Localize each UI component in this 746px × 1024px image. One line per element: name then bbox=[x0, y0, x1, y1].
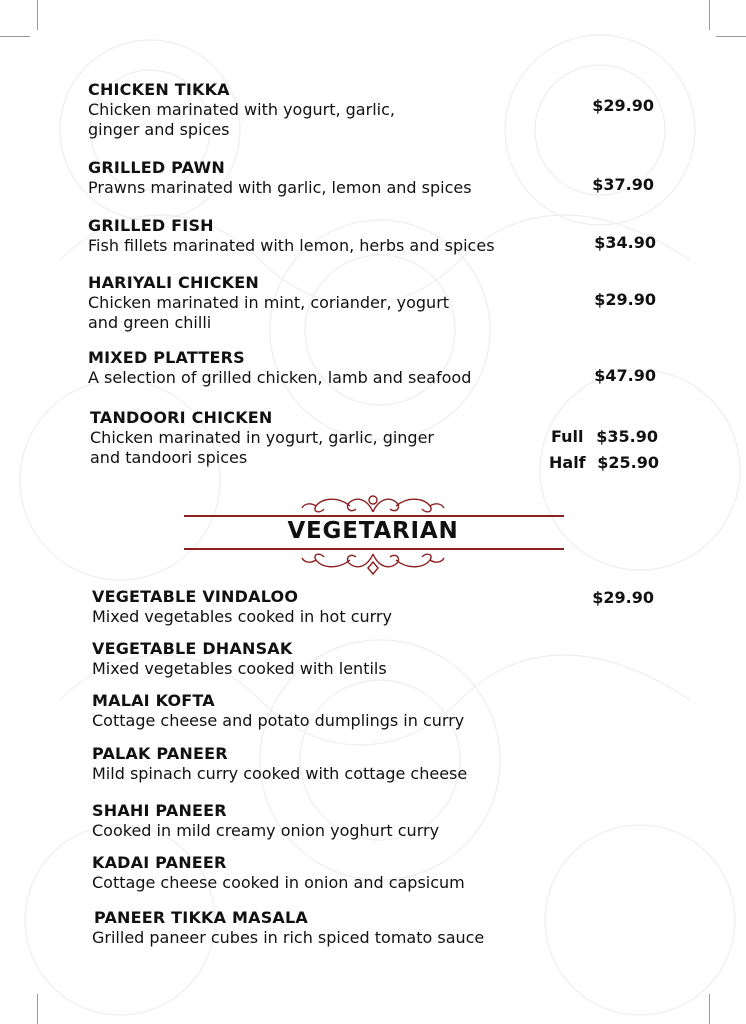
item-name: TANDOORI CHICKEN bbox=[90, 408, 273, 427]
item-price: $47.90 bbox=[594, 366, 656, 385]
item-description: Chicken marinated in mint, coriander, yogurt and green chilli bbox=[88, 293, 450, 332]
item-name: HARIYALI CHICKEN bbox=[88, 273, 259, 292]
item-name: CHICKEN TIKKA bbox=[88, 80, 230, 99]
size-label-full: Full bbox=[551, 427, 584, 446]
item-description: Grilled paneer cubes in rich spiced tomato sauce bbox=[92, 928, 485, 947]
item-description: Mild spinach curry cooked with cottage cheese bbox=[92, 764, 468, 783]
item-description: Cottage cheese and potato dumplings in curry bbox=[92, 711, 465, 730]
item-description: Cooked in mild creamy onion yoghurt curry bbox=[92, 821, 440, 840]
item-name: PALAK PANEER bbox=[92, 744, 228, 763]
item-name: VEGETABLE VINDALOO bbox=[92, 587, 299, 606]
crop-mark-top-left-h bbox=[0, 36, 30, 37]
item-description: Chicken marinated in yogurt, garlic, ginger and tandoori spices bbox=[90, 428, 435, 467]
item-description: Mixed vegetables cooked with lentils bbox=[92, 659, 387, 678]
crop-mark-top-left-v bbox=[37, 0, 38, 30]
item-price: $29.90 bbox=[592, 96, 654, 115]
item-name: GRILLED FISH bbox=[88, 216, 214, 235]
vegetarian-price: $29.90 bbox=[592, 588, 654, 607]
ornament-bottom bbox=[298, 550, 448, 576]
item-description: Chicken marinated with yogurt, garlic, ginger and spices bbox=[88, 100, 395, 139]
size-label-half: Half bbox=[549, 453, 586, 472]
item-name: VEGETABLE DHANSAK bbox=[92, 639, 293, 658]
item-price: $29.90 bbox=[594, 290, 656, 309]
item-name: KADAI PANEER bbox=[92, 853, 227, 872]
crop-mark-bottom-right-v bbox=[709, 994, 710, 1024]
item-price: $34.90 bbox=[594, 233, 656, 252]
item-price: $37.90 bbox=[592, 175, 654, 194]
item-name: MALAI KOFTA bbox=[92, 691, 215, 710]
item-name: SHAHI PANEER bbox=[92, 801, 227, 820]
item-description: A selection of grilled chicken, lamb and seafood bbox=[88, 368, 472, 387]
item-description: Mixed vegetables cooked in hot curry bbox=[92, 607, 392, 626]
ornament-top bbox=[298, 492, 448, 516]
crop-mark-top-right-h bbox=[716, 36, 746, 37]
item-price-full: $35.90 bbox=[596, 427, 658, 446]
item-name: GRILLED PAWN bbox=[88, 158, 225, 177]
item-description: Cottage cheese cooked in onion and capsicum bbox=[92, 873, 465, 892]
crop-mark-top-right-v bbox=[709, 0, 710, 30]
item-name: MIXED PLATTERS bbox=[88, 348, 245, 367]
item-name: PANEER TIKKA MASALA bbox=[94, 908, 308, 927]
item-description: Fish fillets marinated with lemon, herbs and spices bbox=[88, 236, 495, 255]
section-title-vegetarian: VEGETARIAN bbox=[287, 518, 459, 544]
item-description: Prawns marinated with garlic, lemon and spices bbox=[88, 178, 472, 197]
item-price-half: $25.90 bbox=[597, 453, 659, 472]
crop-mark-bottom-left-v bbox=[37, 994, 38, 1024]
